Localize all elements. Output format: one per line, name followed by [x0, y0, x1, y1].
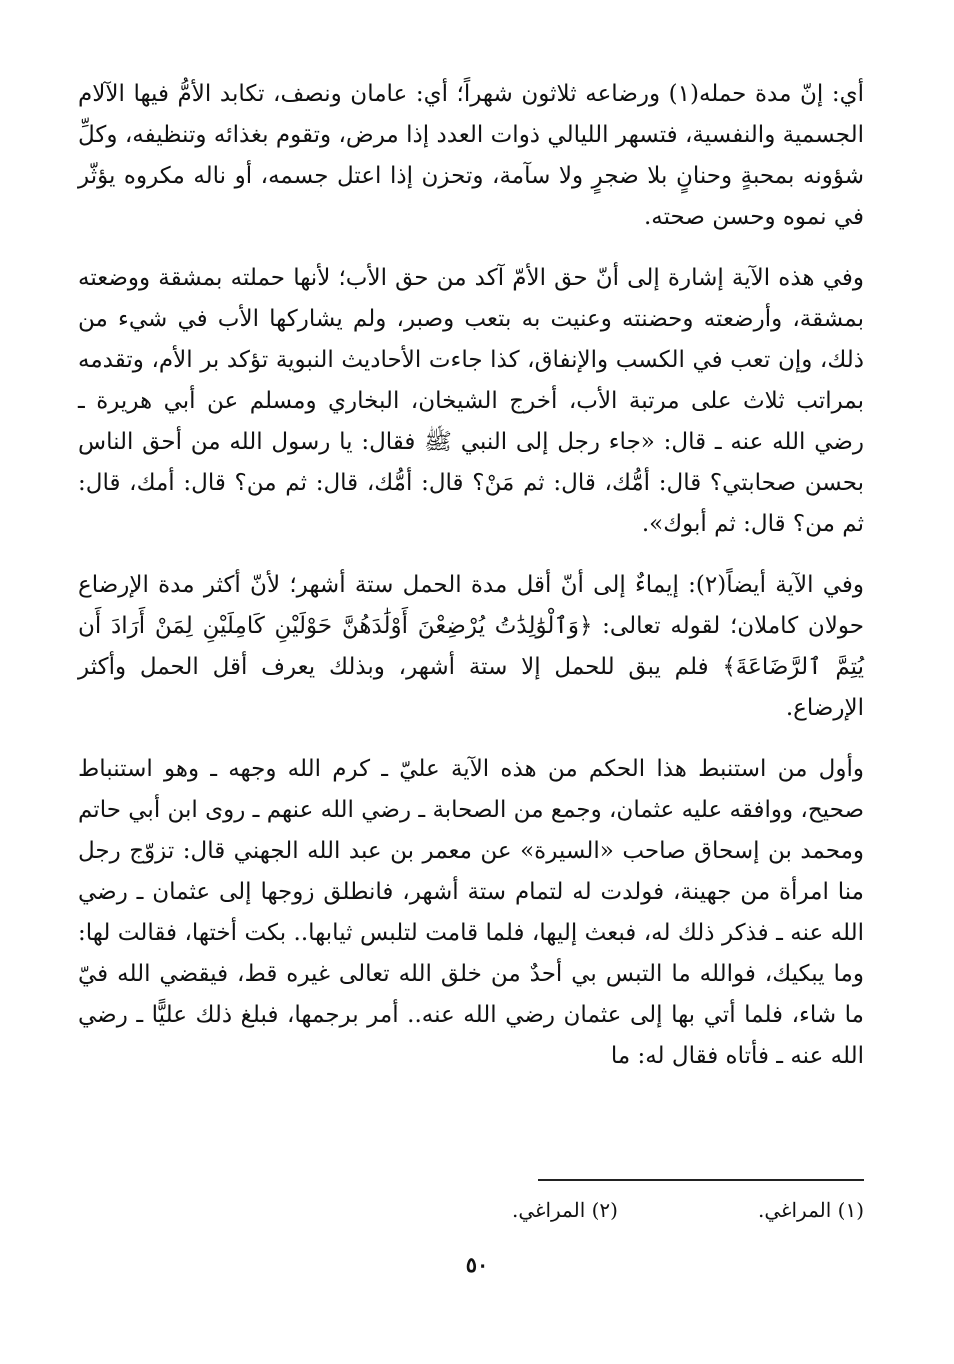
page-number: ٥٠: [465, 1252, 489, 1277]
paragraph-1: أي: إنّ مدة حمله(١) ورضاعه ثلاثون شهراً؛ أي: عامان ونصف، تكابد الأمُّ فيها الآلام الجسمية والنفسية، فتسهر الليالي ذوات العدد إذا مرض، وتقوم بغذائه وتنظيفه، وكلِّ شؤونه بمحبةٍ وحنانٍ بلا ضجرٍ ولا سآمة، وتحزن إذا اعتل جسمه، أو ناله مكروه يؤثّر في نموه وحسن صحته.: [78, 81, 864, 230]
footnote-1: (١) المراغي.: [757, 1198, 864, 1222]
page-body: [78, 74, 864, 1097]
paragraph-3: وفي الآية أيضاً(٢): إيماءٌ إلى أنّ أقل مدة الحمل ستة أشهر؛ لأنّ أكثر مدة الإرضاع حولان كاملان؛ لقوله تعالى: ﴿وَٱلْوَٰلِدَٰتُ يُرْضِعْنَ أَوْلَٰدَهُنَّ حَوْلَيْنِ كَامِلَيْنِ لِمَنْ أَرَادَ أَن يُتِمَّ ٱلرَّضَاعَةَ﴾ فلم يبق للحمل إلا ستة أشهر، وبذلك يعرف أقل الحمل وأكثر الإرضاع.: [78, 572, 864, 721]
paragraph-4: وأول من استنبط هذا الحكم من هذه الآية عليّ ـ كرم الله وجهه ـ وهو استنباط صحيح، ووافقه عليه عثمان، وجمع من الصحابة ـ رضي الله عنهم ـ روى ابن أبي حاتم ومحمد بن إسحاق صاحب «السيرة» عن معمر بن عبد الله الجهني قال: تزوّج رجل منا امرأة من جهينة، فولدت له لتمام ستة أشهر، فانطلق زوجها إلى عثمان ـ رضي الله عنه ـ فذكر ذلك له، فبعث إليها، فلما قامت لتلبس ثيابها.. بكت أختها، فقالت لها: وما يبكيك، فوالله ما التبس بي أحدٌ من خلق الله تعالى غيره قط، فيقضي الله فيّ ما شاء، فلما أتي بها إلى عثمان رضي الله عنه.. أمر برجمها، فبلغ ذلك عليًّا ـ رضي الله عنه ـ فأتاه فقال له: ما: [78, 756, 864, 1069]
paragraph-2: وفي هذه الآية إشارة إلى أنّ حق الأمّ آكد من حق الأب؛ لأنها حملته بمشقة ووضعته بمشقة، وأرضعته وحضنته وعنيت به بتعب وصبر، ولم يشاركها الأب في شيء من ذلك، وإن تعب في الكسب والإنفاق، كذا جاءت الأحاديث النبوية تؤكد بر الأم، وتقدمه بمراتب ثلاث على مرتبة الأب، أخرج الشيخان، البخاري ومسلم عن أبي هريرة ـ رضي الله عنه ـ قال: «جاء رجل إلى النبي ﷺ فقال: يا رسول الله من أحق الناس بحسن صحابتي؟ قال: أمُّك، قال: ثم مَنْ؟ قال: أمُّك، قال: ثم من؟ قال: أمك، قال: ثم من؟ قال: ثم أبوك».: [78, 265, 864, 537]
footnote-2: (٢) المراغي.: [511, 1198, 618, 1222]
footnote-separator: [538, 1179, 864, 1181]
footnotes: [304, 1196, 864, 1224]
